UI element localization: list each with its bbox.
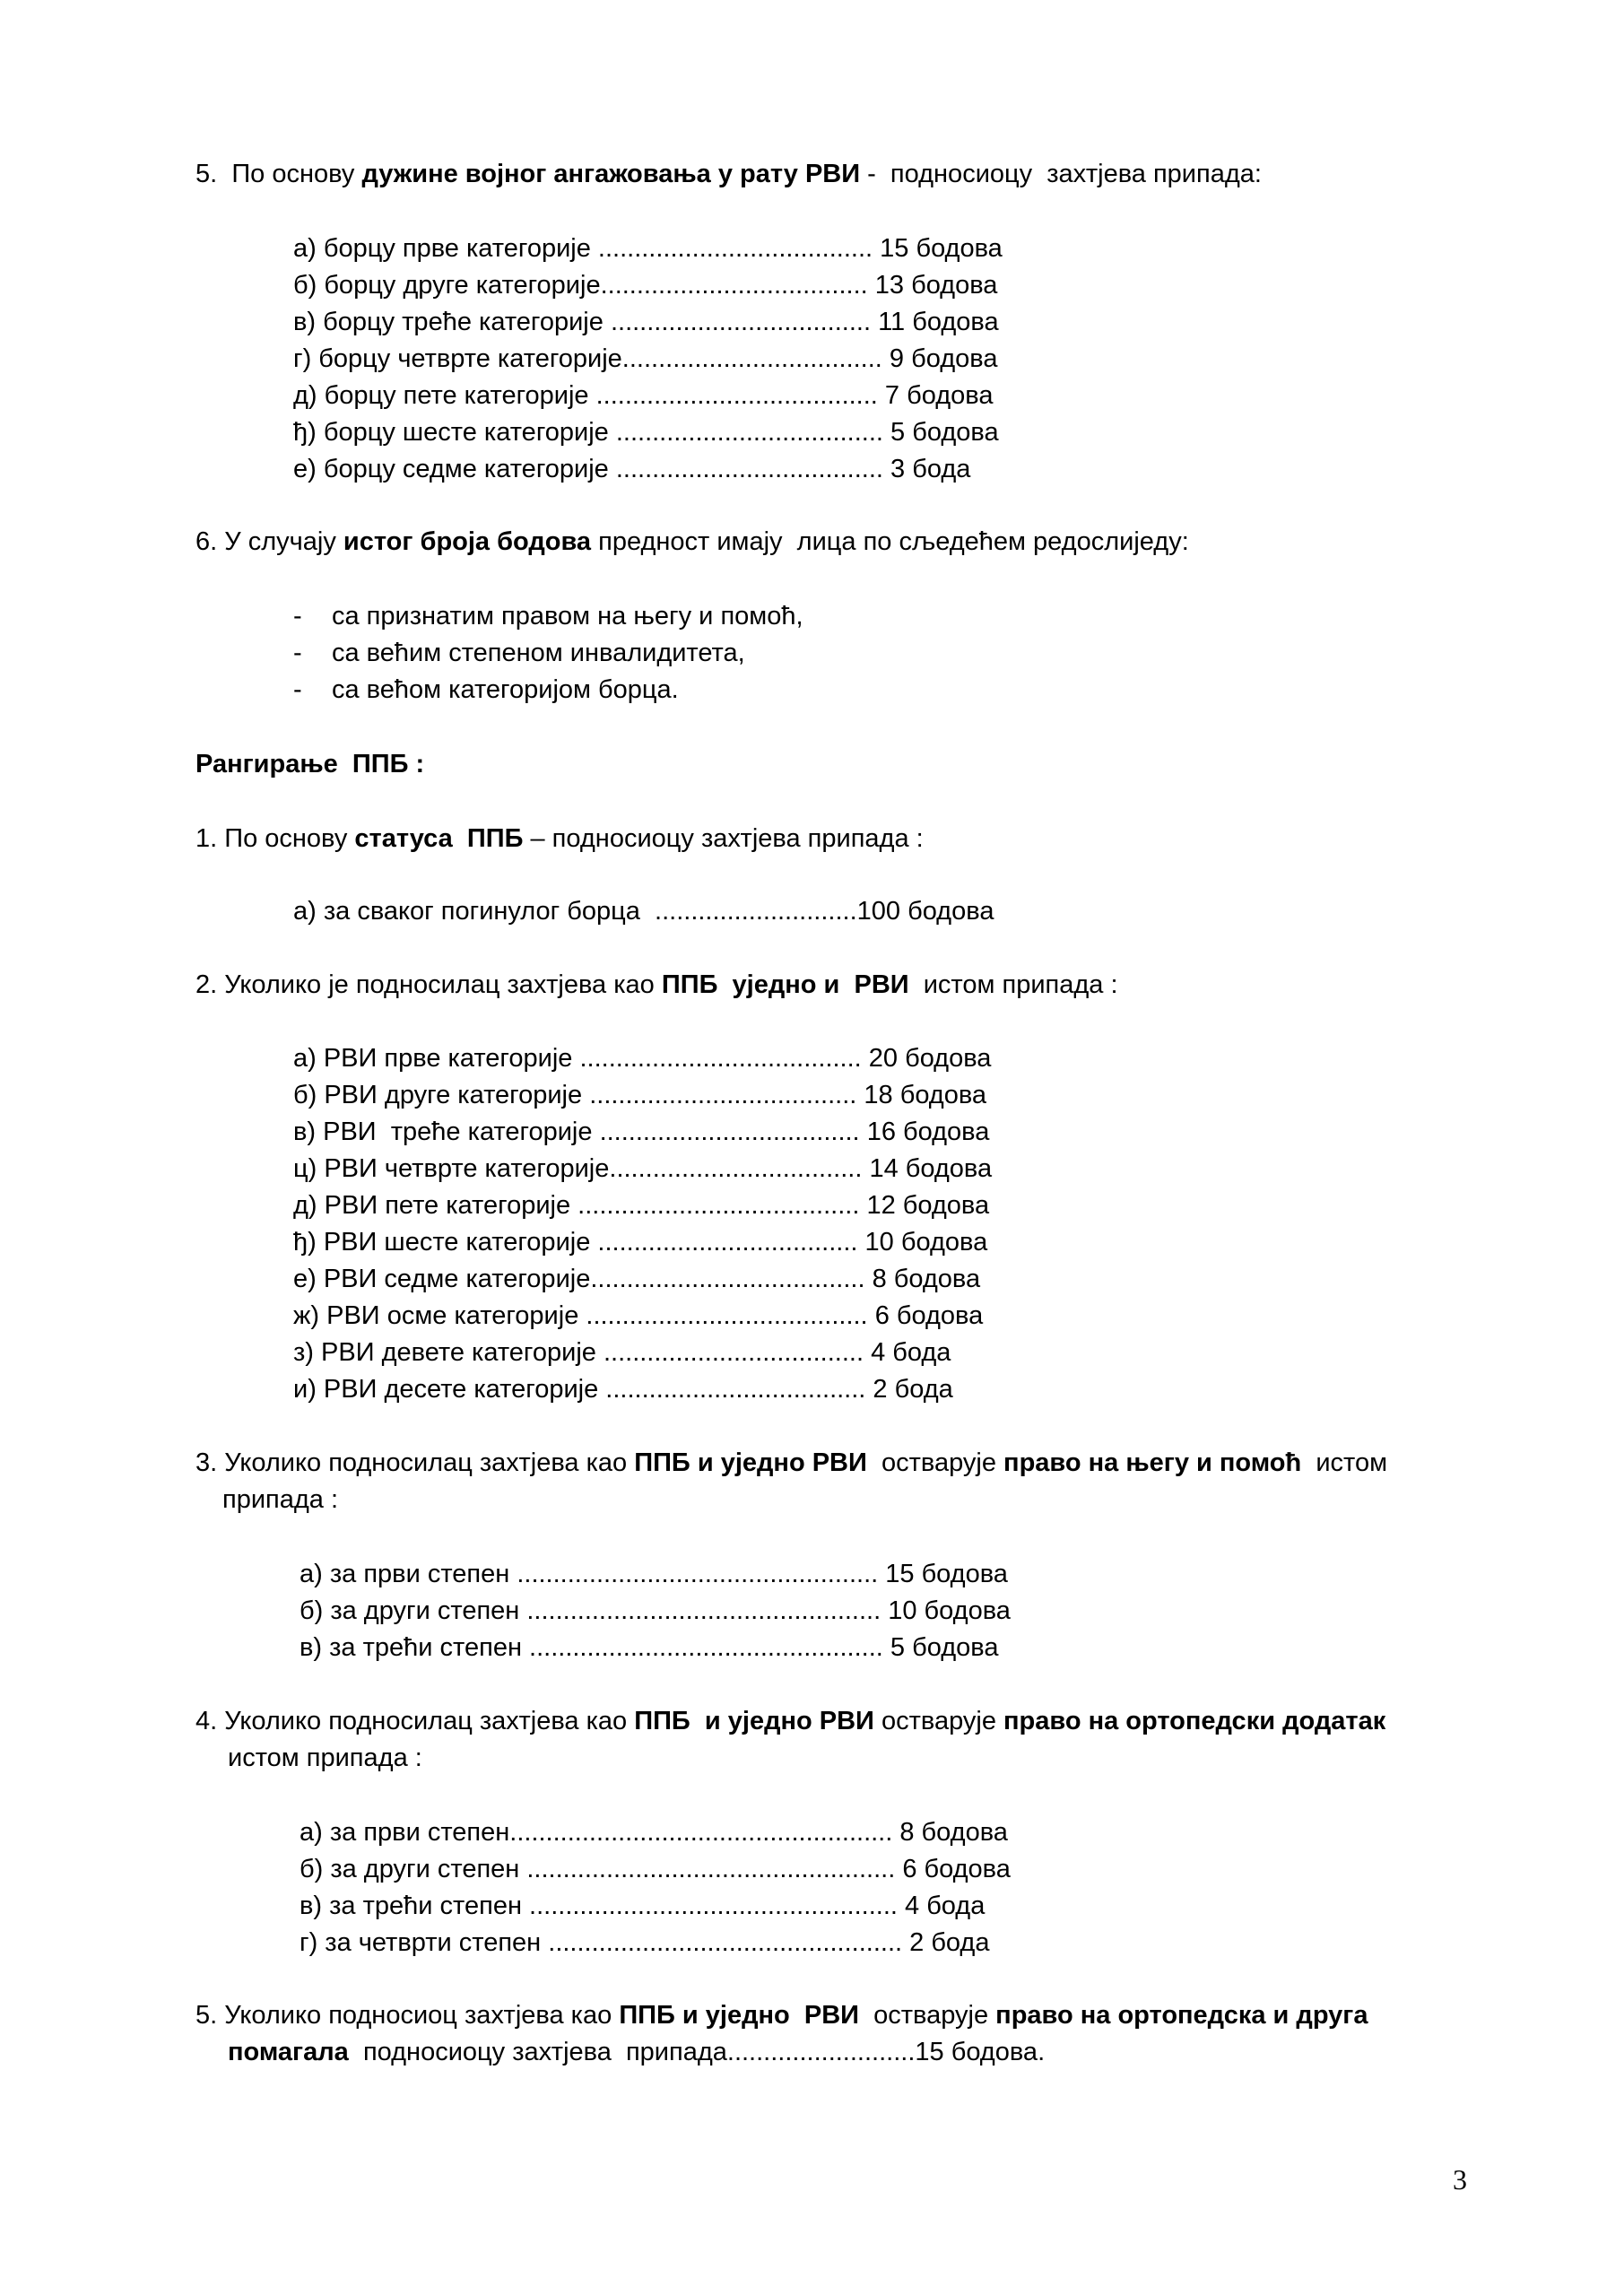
list-item: д) борцу пете категорије ....................................... 7 бодова — [293, 381, 994, 410]
bullet-item — [293, 638, 302, 668]
ranking-3-heading: 3. Уколико подносилац захтјева као ППБ и уједно РВИ остварује право на његу и помоћ истом — [195, 1448, 1388, 1477]
list-item: б) за други степен ................................................... 6 бодова — [300, 1855, 1011, 1883]
dash-bullet: - — [293, 639, 302, 667]
list-item: з) РВИ девете категорије .................................... 4 бода — [293, 1338, 951, 1367]
list-item: г) за четврти степен ................................................. 2 бода — [300, 1928, 990, 1957]
bullet-text: са признатим правом на његу и помоћ, — [332, 602, 803, 631]
list-item: а) за сваког погинулог борца ............................100 бодова — [293, 897, 994, 926]
list-item: б) РВИ друге категорије ..................................... 18 бодова — [293, 1081, 987, 1109]
ranking-2-heading: 2. Уколико је подносилац захтјева као ППБ уједно и РВИ истом припада : — [195, 970, 1118, 999]
dash-bullet: - — [293, 675, 302, 704]
list-item: ђ) борцу шесте категорије ..................................... 5 бодова — [293, 418, 999, 447]
list-item: г) борцу четврте категорије.................................... 9 бодова — [293, 344, 998, 373]
list-item: б) за други степен ................................................. 10 бодова — [300, 1596, 1011, 1625]
list-item: а) РВИ прве категорије ....................................... 20 бодова — [293, 1044, 992, 1073]
list-item: е) РВИ седме категорије...................................... 8 бодова — [293, 1265, 981, 1293]
list-item: и) РВИ десете категорије .................................... 2 бода — [293, 1375, 953, 1404]
ranking-3-heading-continued: припада : — [222, 1485, 339, 1514]
section-6-heading: 6. У случају истог броја бодова предност имају лица по сљедећем редослиједу: — [195, 527, 1189, 556]
ranking-1-heading: 1. По основу статуса ППБ – подносиоцу захтјева припада : — [195, 824, 924, 853]
list-item: б) борцу друге категорије..................................... 13 бодова — [293, 271, 998, 300]
list-item: в) за трећи степен ................................................... 4 бода — [300, 1892, 986, 1920]
list-item: а) борцу прве категорије ...................................... 15 бодова — [293, 234, 1003, 263]
list-item: а) за први степен..................................................... 8 бодова — [300, 1818, 1008, 1847]
ranking-heading: Рангирање ППБ : — [195, 750, 425, 778]
list-item: в) РВИ треће категорије .................................... 16 бодова — [293, 1118, 990, 1146]
list-item: ц) РВИ четврте категорије................................... 14 бодова — [293, 1154, 993, 1183]
bullet-item — [293, 674, 302, 705]
ranking-4-heading: 4. Уколико подносилац захтјева као ППБ и уједно РВИ остварује право на ортопедски додатак — [195, 1707, 1386, 1735]
page-number: 3 — [1453, 2163, 1467, 2196]
bullet-item — [293, 601, 302, 631]
list-item: ђ) РВИ шесте категорије .................................... 10 бодова — [293, 1228, 988, 1257]
dash-bullet: - — [293, 602, 302, 631]
bullet-text: са већим степеном инвалидитета, — [332, 639, 745, 667]
ranking-5-heading: 5. Уколико подносиоц захтјева као ППБ и уједно РВИ остварује право на ортопедска и друга — [195, 2001, 1368, 2030]
list-item: в) за трећи степен ................................................. 5 бодова — [300, 1633, 999, 1662]
list-item: д) РВИ пете категорије ....................................... 12 бодова — [293, 1191, 990, 1220]
ranking-4-heading-continued: истом припада : — [228, 1744, 422, 1772]
list-item: в) борцу треће категорије .................................... 11 бодова — [293, 308, 999, 336]
list-item: е) борцу седме категорије ..................................... 3 бода — [293, 455, 971, 483]
list-item: а) за први степен .................................................. 15 бодова — [300, 1560, 1008, 1588]
ranking-5-heading-continued: помагала подносиоцу захтјева припада..........................15 бодова. — [228, 2038, 1046, 2066]
list-item: ж) РВИ осме категорије ....................................... 6 бодова — [293, 1301, 984, 1330]
section-5-heading: 5. По основу дужине војног ангажовања у рату РВИ - подносиоцу захтјева припада: — [195, 160, 1262, 188]
bullet-text: са већом категоријом борца. — [332, 675, 679, 704]
